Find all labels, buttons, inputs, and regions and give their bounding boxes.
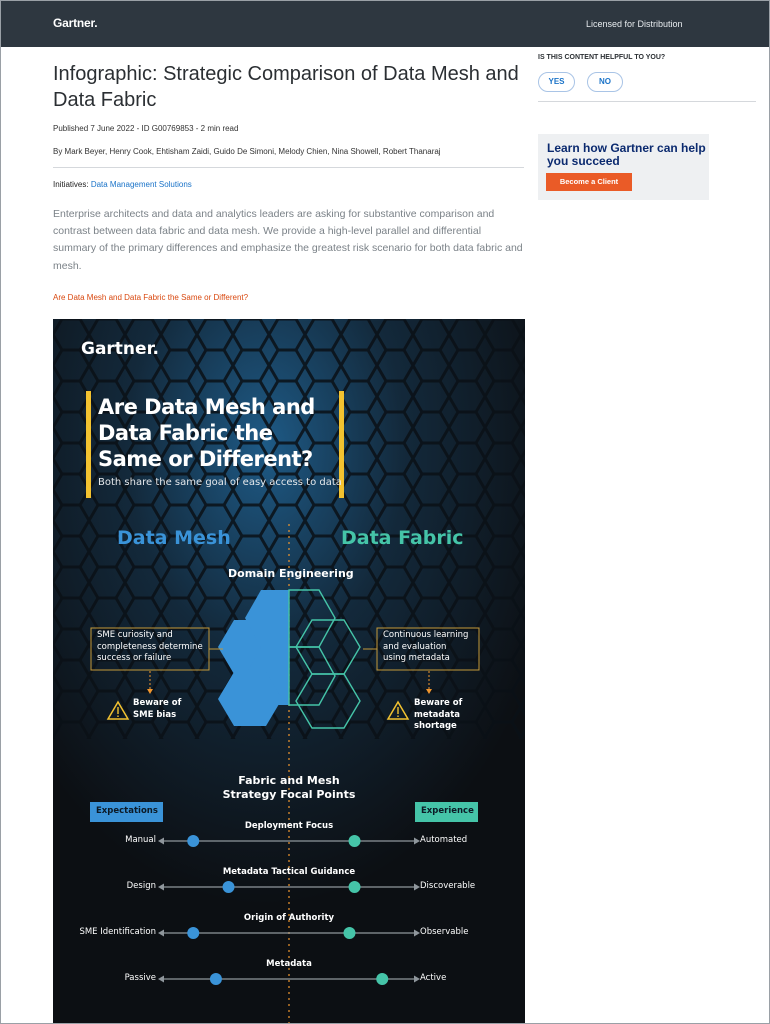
fabric-warning-line: metadata <box>414 709 461 720</box>
summary-paragraph: Enterprise architects and data and analytics leaders are asking for substantive comparison and contrast between data fabric and data mesh. We provide a high-level parallel and differential summary of the primary differences and emphasize the greatest risk scenario for both data fabric and mesh. <box>53 208 523 272</box>
scale-left-label: Passive <box>124 973 156 983</box>
scale-right-label: Observable <box>420 927 469 937</box>
scale-title: Metadata Tactical Guidance <box>222 867 356 877</box>
mesh-scale-marker <box>187 835 199 847</box>
fabric-callout-line: Continuous learning <box>383 630 469 640</box>
mesh-scale-marker <box>210 973 222 985</box>
domain-engineering-title: Domain Engineering <box>228 567 354 580</box>
headline-line-2: Data Fabric the <box>98 421 273 445</box>
mesh-title: Data Mesh <box>117 527 231 549</box>
headline-line-1: Are Data Mesh and <box>98 395 315 419</box>
scale-right-label: Active <box>420 973 447 983</box>
scale-title: Origin of Authority <box>243 913 335 923</box>
divider <box>53 167 524 168</box>
become-client-button[interactable]: Become a Client <box>546 173 632 191</box>
promo-title: Learn how Gartner can help you succeed <box>547 141 706 168</box>
mesh-callout-line: SME curiosity and <box>97 630 173 640</box>
fabric-scale-marker <box>376 973 388 985</box>
fabric-scale-marker <box>349 881 361 893</box>
fabric-warning-line: shortage <box>414 721 457 731</box>
scale-title: Deployment Focus <box>244 821 334 831</box>
fabric-callout-line: and evaluation <box>383 641 447 652</box>
scale-left-label: SME Identification <box>79 927 156 937</box>
focal-title <box>203 774 375 802</box>
headline-subhead: Both share the same goal of easy access to data <box>98 477 342 488</box>
mesh-callout-line: success or failure <box>97 653 172 663</box>
mesh-warning-text <box>133 698 181 721</box>
focal-title-line: Strategy Focal Points <box>222 788 356 801</box>
fabric-warning-text <box>414 698 462 733</box>
authors-line: By Mark Beyer, Henry Cook, Ehtisham Zaidi, Guido De Simoni, Melody Chien, Nina Showell, Robert Thanaraj <box>53 147 441 156</box>
mesh-scale-marker <box>223 881 235 893</box>
mesh-scale-marker <box>187 927 199 939</box>
scale-left-label: Design <box>126 881 156 891</box>
initiatives-label: Initiatives: <box>53 180 89 189</box>
helpful-question: IS THIS CONTENT HELPFUL TO YOU? <box>538 54 666 61</box>
fabric-warning-line: Beware of <box>414 698 463 708</box>
info-logo: Gartner. <box>81 339 159 359</box>
initiatives-link[interactable]: Data Management Solutions <box>90 180 192 189</box>
page-title: Infographic: Strategic Comparison of Data Mesh and Data Fabric <box>53 63 519 111</box>
scale-right-label: Discoverable <box>420 881 476 891</box>
experience-label: Experience <box>421 806 474 816</box>
initiatives-line <box>53 180 192 189</box>
sidebar-divider <box>538 101 756 102</box>
licensed-label: Licensed for Distribution <box>586 19 683 29</box>
fabric-title: Data Fabric <box>341 527 464 549</box>
gartner-logo[interactable]: Gartner. <box>53 16 98 30</box>
section-link[interactable]: Are Data Mesh and Data Fabric the Same or Different? <box>53 293 249 302</box>
mesh-callout-line: completeness determine <box>97 641 203 652</box>
expectations-label: Expectations <box>96 806 158 816</box>
fabric-callout-text <box>383 630 468 665</box>
headline-bar-left <box>86 391 91 498</box>
no-button[interactable]: NO <box>587 72 623 92</box>
focal-title-line: Fabric and Mesh <box>238 774 340 787</box>
fabric-scale-marker <box>343 927 355 939</box>
scale-right-label: Automated <box>420 835 468 845</box>
scale-title: Metadata <box>266 959 312 969</box>
fabric-scale-marker <box>349 835 361 847</box>
top-bar <box>1 1 770 47</box>
headline-line-3: Same or Different? <box>98 447 313 471</box>
mesh-warning-line: SME bias <box>133 709 177 720</box>
published-meta: Published 7 June 2022 - ID G00769853 - 2 min read <box>53 124 239 133</box>
fabric-callout-line: using metadata <box>383 653 450 663</box>
mesh-callout-text <box>97 630 203 665</box>
yes-button[interactable]: YES <box>538 72 575 92</box>
mesh-warning-line: Beware of <box>133 698 182 708</box>
infographic <box>53 319 525 1024</box>
scale-left-label: Manual <box>125 835 156 845</box>
